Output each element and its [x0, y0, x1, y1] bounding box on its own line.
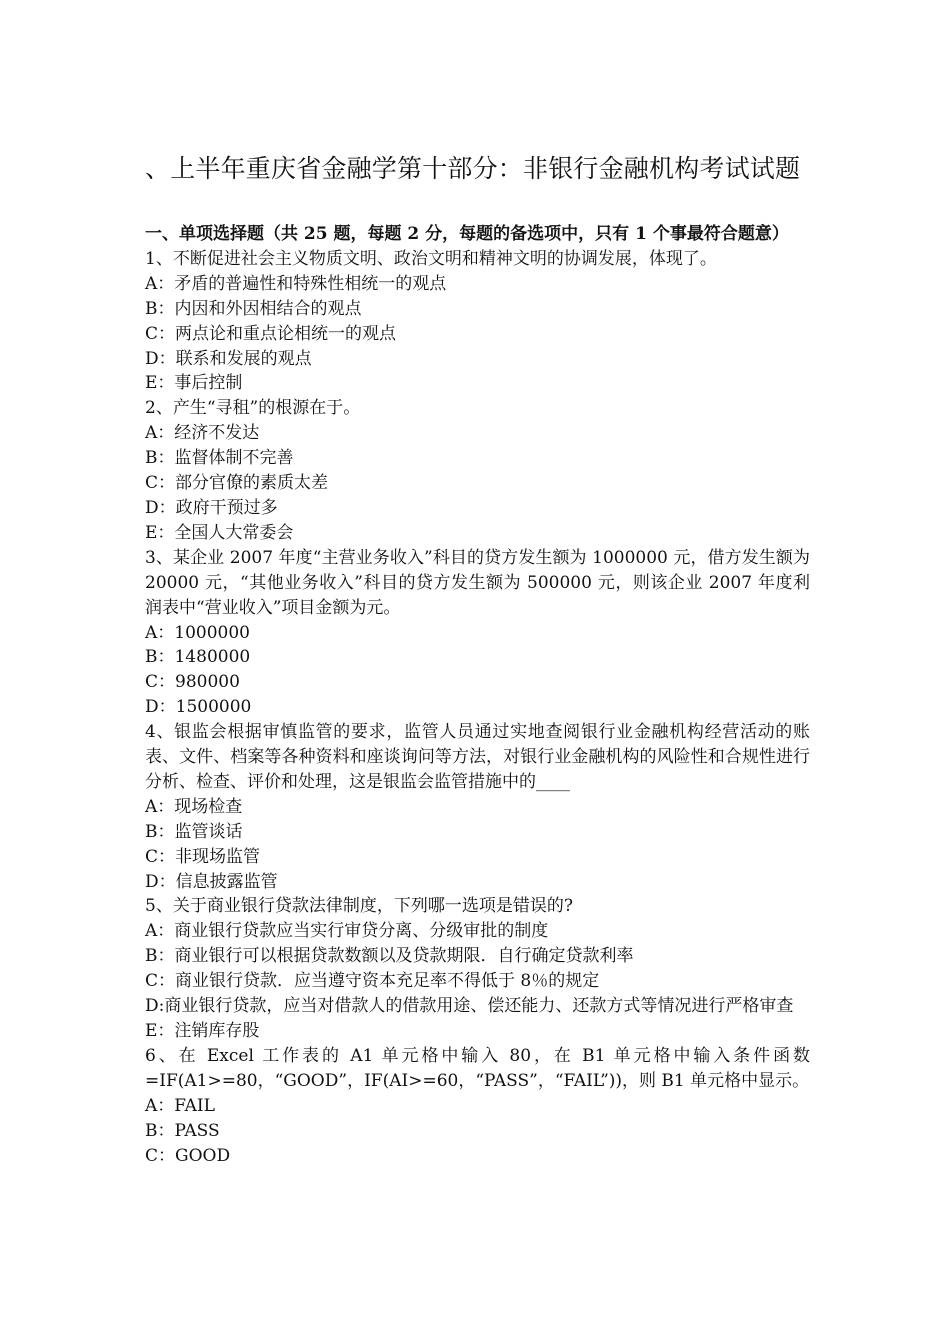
option: B：1480000 [145, 647, 251, 668]
option: D：1500000 [145, 697, 252, 718]
option: A：1000000 [145, 622, 250, 643]
option: A：经济不发达 [145, 423, 260, 444]
question-3 [145, 546, 810, 720]
option: C：980000 [145, 672, 240, 693]
option: D:商业银行贷款，应当对借款人的借款用途、偿还能力、还款方式等情况进行严格审查 [145, 996, 794, 1017]
question-5 [145, 894, 810, 1043]
option: D：信息披露监管 [145, 871, 278, 892]
option: D：政府干预过多 [145, 497, 278, 518]
question-text: 3、某企业 2007 年度“主营业务收入”科目的贷方发生额为 1000000 元，借方发生额为 20000 元，“其他业务收入”科目的贷方发生额为 500000 元，则该企业 2007 年度利润表中“营业收入”项目金额为元。 [145, 547, 810, 618]
option: C：部分官僚的素质太差 [145, 473, 329, 494]
option: A：现场检查 [145, 796, 243, 817]
option: B：监管谈话 [145, 821, 243, 842]
document-title: 、上半年重庆省金融学第十部分：非银行金融机构考试试题 [145, 154, 801, 183]
option: A：矛盾的普遍性和特殊性相统一的观点 [145, 273, 447, 294]
question-4 [145, 720, 810, 894]
question-text: 5、关于商业银行贷款法律制度，下列哪一选项是错误的? [145, 896, 573, 917]
option: B：商业银行可以根据贷款数额以及贷款期限．自行确定贷款利率 [145, 946, 634, 967]
question-text: 1、不断促进社会主义物质文明、政治文明和精神文明的协调发展，体现了。 [145, 248, 717, 269]
question-2 [145, 396, 810, 545]
option: E：全国人大常委会 [145, 522, 294, 543]
option: C：GOOD [145, 1145, 231, 1166]
question-text: 6、在 Excel 工作表的 A1 单元格中输入 80，在 B1 单元格中输入条件函数 =IF(A1>=80，“GOOD”，IF(AI>=60，“PASS”，“FAIL”))，则 B1 单元格中显示。 [145, 1045, 810, 1091]
question-6 [145, 1044, 810, 1169]
option: E：注销库存股 [145, 1021, 260, 1041]
option: B：内因和外因相结合的观点 [145, 298, 362, 319]
option: C：非现场监管 [145, 846, 261, 867]
option: A：FAIL [145, 1095, 215, 1116]
section-heading: 一、单项选择题（共 25 题，每题 2 分，每题的备选项中，只有 1 个事最符合题意） [145, 224, 789, 244]
option: C：两点论和重点论相统一的观点 [145, 323, 397, 344]
question-1 [145, 247, 810, 396]
option: B：监督体制不完善 [145, 448, 294, 469]
option: C：商业银行贷款．应当遵守资本充足率不得低于 8％的规定 [145, 971, 600, 992]
question-text: 2、产生“寻租”的根源在于。 [145, 398, 361, 419]
option: B：PASS [145, 1120, 220, 1141]
exam-content [145, 222, 810, 1168]
option: A：商业银行贷款应当实行审贷分离、分级审批的制度 [145, 921, 549, 942]
option: E：事后控制 [145, 373, 243, 394]
option: D：联系和发展的观点 [145, 348, 312, 369]
question-text: 4、银监会根据审慎监管的要求，监管人员通过实地查阅银行业金融机构经营活动的账表、文件、档案等各种资料和座谈询问等方法，对银行业金融机构的风险性和合规性进行分析、检查、评价和处理，这是银监会监管措施中的____ [145, 722, 810, 792]
